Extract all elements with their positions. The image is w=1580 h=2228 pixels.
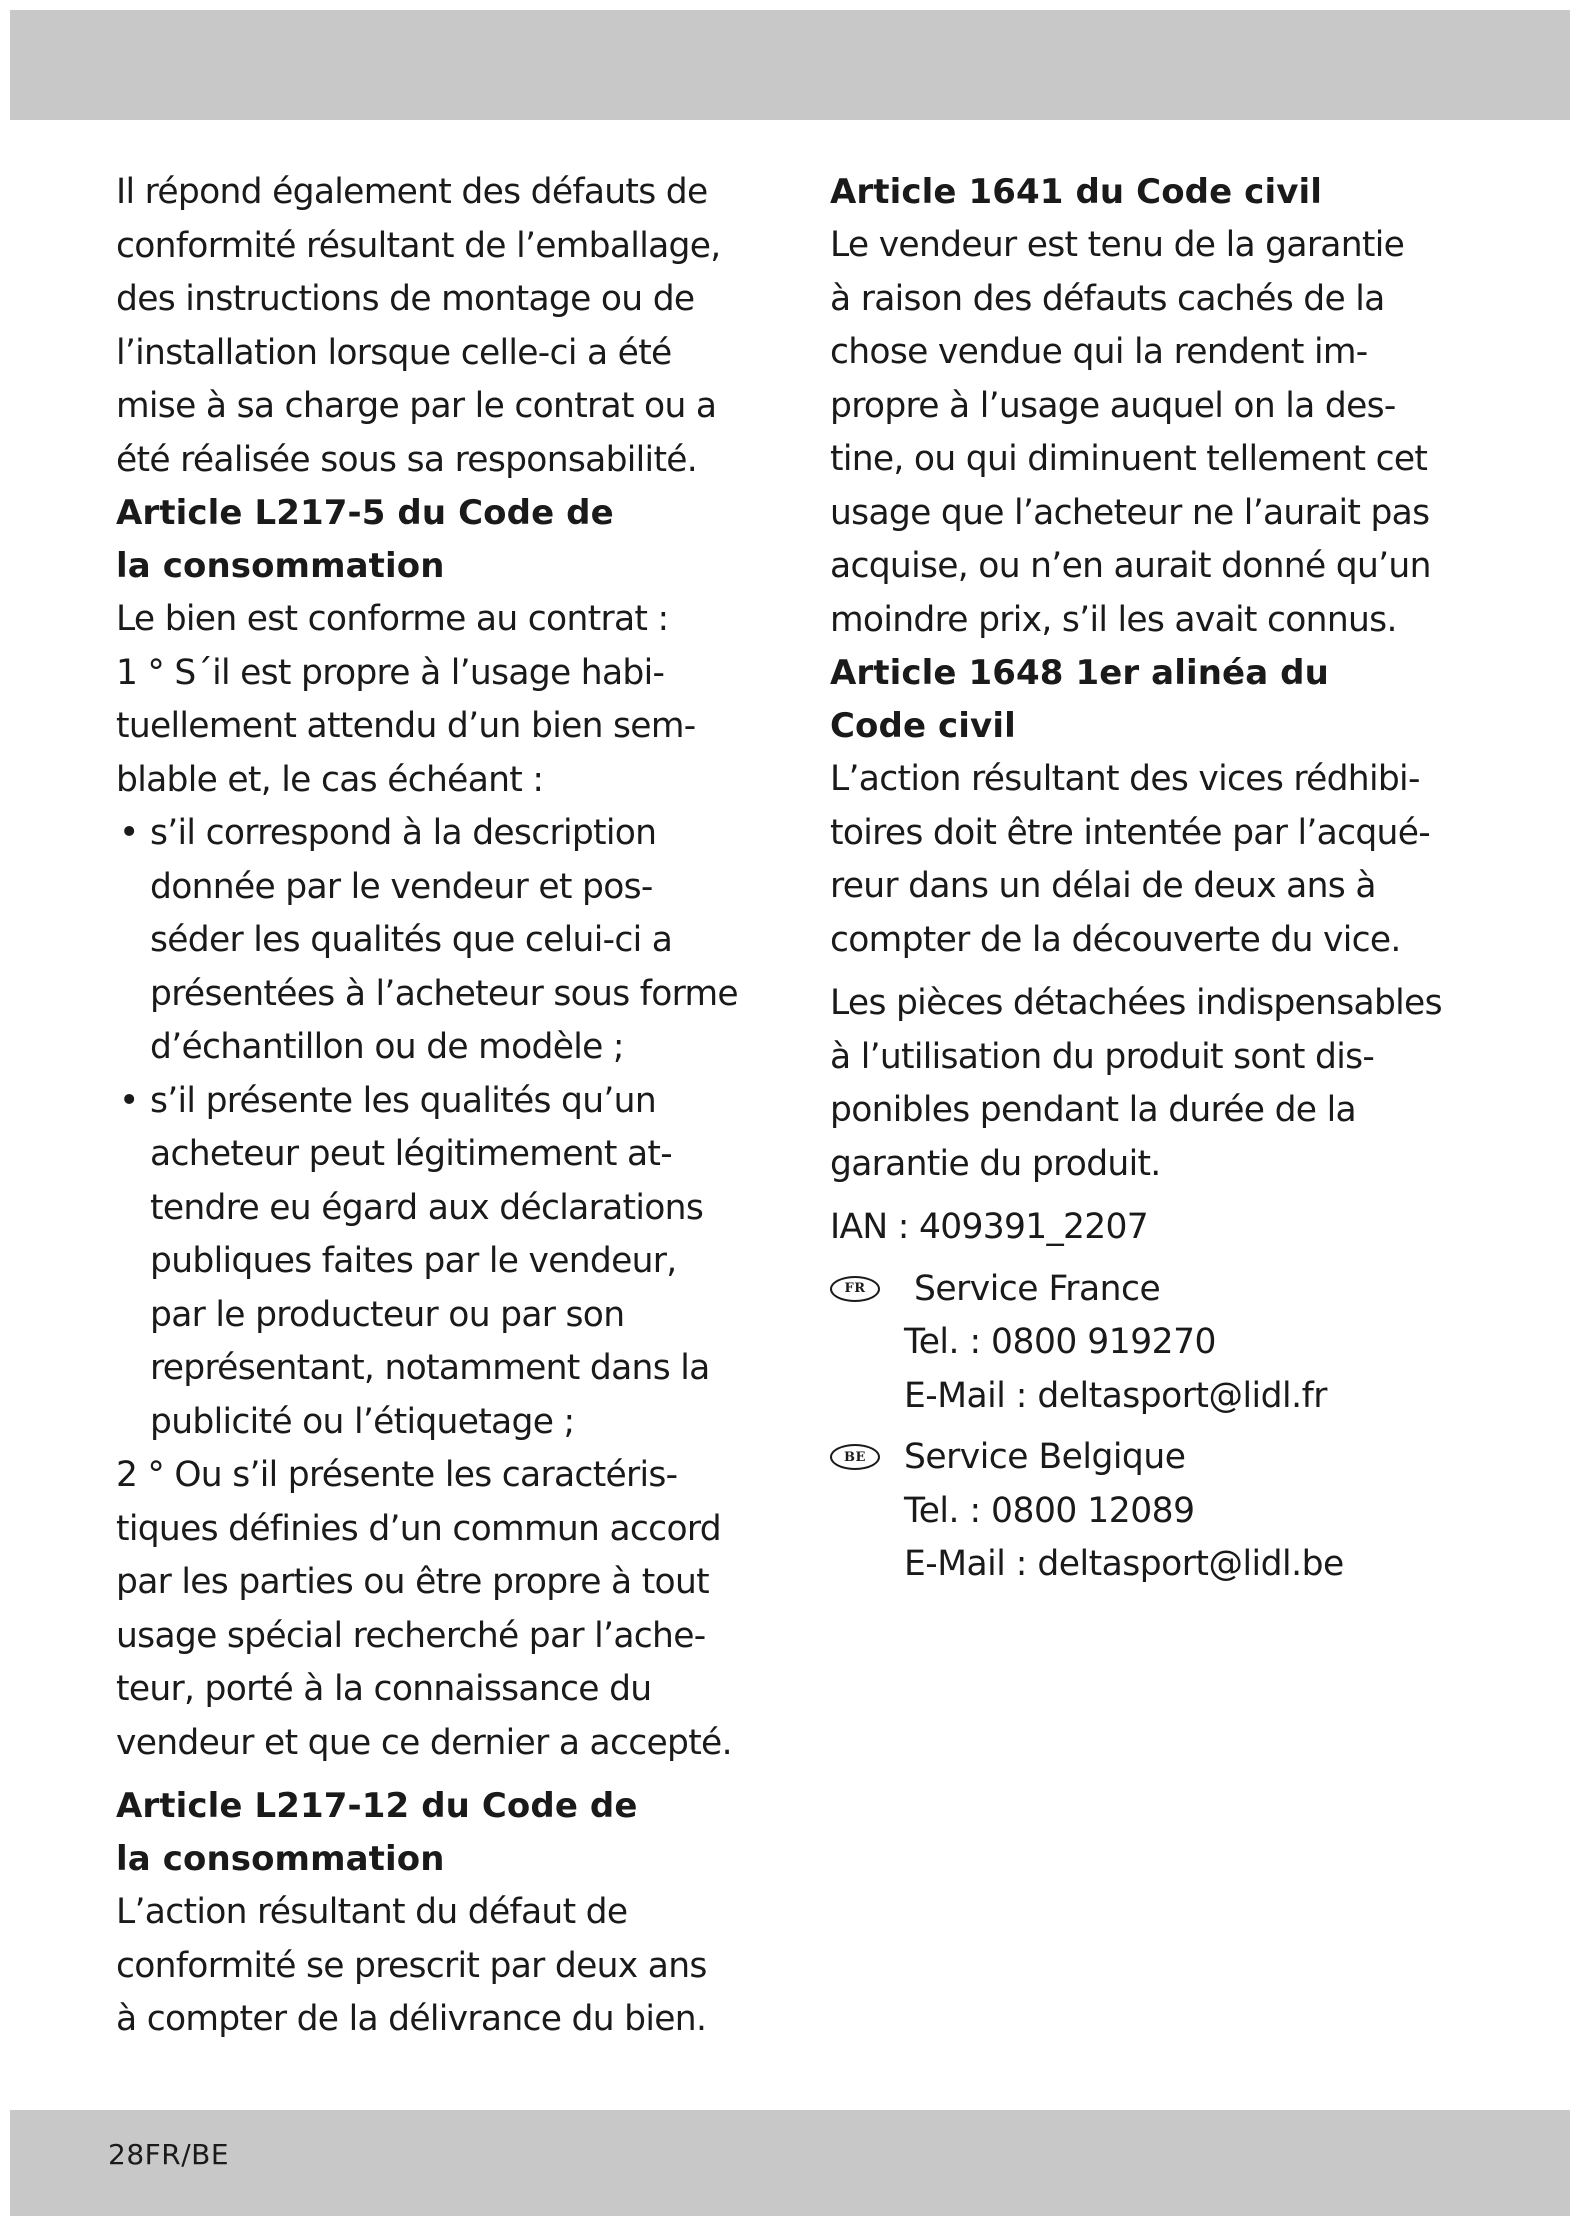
heading-1648 xyxy=(830,647,1475,753)
text-line: toires doit être intentée par l’acqué- xyxy=(830,812,1430,853)
service-email: E-Mail : deltasport@lidl.fr xyxy=(904,1375,1327,1416)
text-line: moindre prix, s’il les avait connus. xyxy=(830,599,1397,640)
text-line: Le vendeur est tenu de la garantie xyxy=(830,225,1405,265)
text-line: ponibles pendant la durée de la xyxy=(830,1090,1356,1130)
heading-line: Article 1648 1er alinéa du xyxy=(830,653,1329,693)
article-l217-5-text xyxy=(116,593,756,807)
article-1641-text xyxy=(830,219,1475,647)
heading-line: Article 1641 du Code civil xyxy=(830,172,1322,212)
bullet-icon: • xyxy=(119,1080,139,1121)
intro-paragraph xyxy=(116,166,756,487)
service-france xyxy=(830,1263,1475,1424)
article-1648-text xyxy=(830,753,1475,967)
text-line: usage que l’acheteur ne l’aurait pas xyxy=(830,492,1430,533)
text-line: usage spécial recherché par l’ache- xyxy=(116,1615,706,1656)
text-line: teur, porté à la connaissance du xyxy=(116,1669,652,1709)
right-column xyxy=(830,166,1475,1592)
text-line: présentées à l’acheteur sous forme xyxy=(150,973,738,1014)
text-line: mise à sa charge par le contrat ou a xyxy=(116,386,717,426)
service-name: Service France xyxy=(914,1268,1161,1309)
text-line: reur dans un délai de deux ans à xyxy=(830,866,1376,906)
heading-line: Article L217-5 du Code de xyxy=(116,493,614,533)
service-belgique xyxy=(830,1431,1475,1592)
service-name: Service Belgique xyxy=(904,1437,1186,1477)
header-band xyxy=(10,10,1570,120)
text-line: à l’utilisation du produit sont dis- xyxy=(830,1036,1375,1077)
text-line: des instructions de montage ou de xyxy=(116,279,695,319)
text-line: acquise, ou n’en aurait donné qu’un xyxy=(830,546,1431,586)
list-item xyxy=(116,1075,756,1450)
bullet-icon: • xyxy=(119,813,139,853)
text-line: l’installation lorsque celle-ci a été xyxy=(116,332,672,373)
footer-band xyxy=(10,2110,1570,2216)
text-line: tendre eu égard aux déclarations xyxy=(150,1187,704,1228)
text-line: séder les qualités que celui-ci a xyxy=(150,920,673,960)
article-l217-5-continued xyxy=(116,1449,756,1770)
text-line: conformité résultant de l’emballage, xyxy=(116,225,721,266)
text-line: acheteur peut légitimement at- xyxy=(150,1134,673,1174)
list-item xyxy=(116,807,756,1075)
left-column xyxy=(116,166,756,2047)
text-line: par les parties ou être propre à tout xyxy=(116,1562,709,1602)
text-line: blable et, le cas échéant : xyxy=(116,759,544,800)
belgium-badge-icon: BE xyxy=(830,1444,880,1470)
service-email: E-Mail : deltasport@lidl.be xyxy=(904,1544,1344,1584)
text-line: à compter de la délivrance du bien. xyxy=(116,1999,707,2039)
text-line: Les pièces détachées indispensables xyxy=(830,983,1442,1023)
heading-line: la consommation xyxy=(116,1839,445,1879)
text-line: représentant, notamment dans la xyxy=(150,1348,710,1388)
heading-l217-12 xyxy=(116,1780,756,1886)
text-line: à raison des défauts cachés de la xyxy=(830,278,1385,319)
france-badge-icon: FR xyxy=(830,1276,880,1302)
text-line: tuellement attendu d’un bien sem- xyxy=(116,706,696,746)
text-line: s’il présente les qualités qu’un xyxy=(150,1080,656,1121)
text-line: par le producteur ou par son xyxy=(150,1294,625,1335)
text-line: compter de la découverte du vice. xyxy=(830,919,1401,960)
heading-line: Article L217-12 du Code de xyxy=(116,1786,638,1826)
text-line: s’il correspond à la description xyxy=(150,813,657,853)
text-line: L’action résultant des vices rédhibi- xyxy=(830,759,1420,799)
heading-l217-5 xyxy=(116,487,756,593)
service-phone: Tel. : 0800 919270 xyxy=(904,1322,1217,1362)
text-line: chose vendue qui la rendent im- xyxy=(830,332,1368,372)
text-line: tine, ou qui diminuent tellement cet xyxy=(830,439,1428,479)
heading-line: Code civil xyxy=(830,706,1016,746)
text-line: publicité ou l’étiquetage ; xyxy=(150,1401,575,1442)
spare-parts-text xyxy=(830,977,1475,1191)
text-line: conformité se prescrit par deux ans xyxy=(116,1945,707,1986)
text-line: Le bien est conforme au contrat : xyxy=(116,599,669,639)
text-line: donnée par le vendeur et pos- xyxy=(150,866,653,907)
article-l217-12-text xyxy=(116,1886,756,2047)
text-line: 2 ° Ou s’il présente les caractéris- xyxy=(116,1455,678,1495)
text-line: 1 ° S´il est propre à l’usage habi- xyxy=(116,652,665,693)
text-line: publiques faites par le vendeur, xyxy=(150,1241,677,1281)
text-line: vendeur et que ce dernier a accepté. xyxy=(116,1722,732,1763)
heading-1641 xyxy=(830,166,1475,219)
service-phone: Tel. : 0800 12089 xyxy=(904,1490,1195,1531)
text-line: Il répond également des défauts de xyxy=(116,172,708,212)
page-number: 28FR/BE xyxy=(108,2138,230,2171)
text-line: d’échantillon ou de modèle ; xyxy=(150,1027,624,1067)
text-line: été réalisée sous sa responsabilité. xyxy=(116,439,698,480)
conformity-bullet-list xyxy=(116,807,756,1449)
text-line: L’action résultant du défaut de xyxy=(116,1892,628,1932)
text-line: propre à l’usage auquel on la des- xyxy=(830,385,1396,426)
heading-line: la consommation xyxy=(116,546,445,586)
ian-number: IAN : 409391_2207 xyxy=(830,1207,1148,1247)
text-line: tiques définies d’un commun accord xyxy=(116,1508,721,1549)
text-line: garantie du produit. xyxy=(830,1143,1161,1184)
